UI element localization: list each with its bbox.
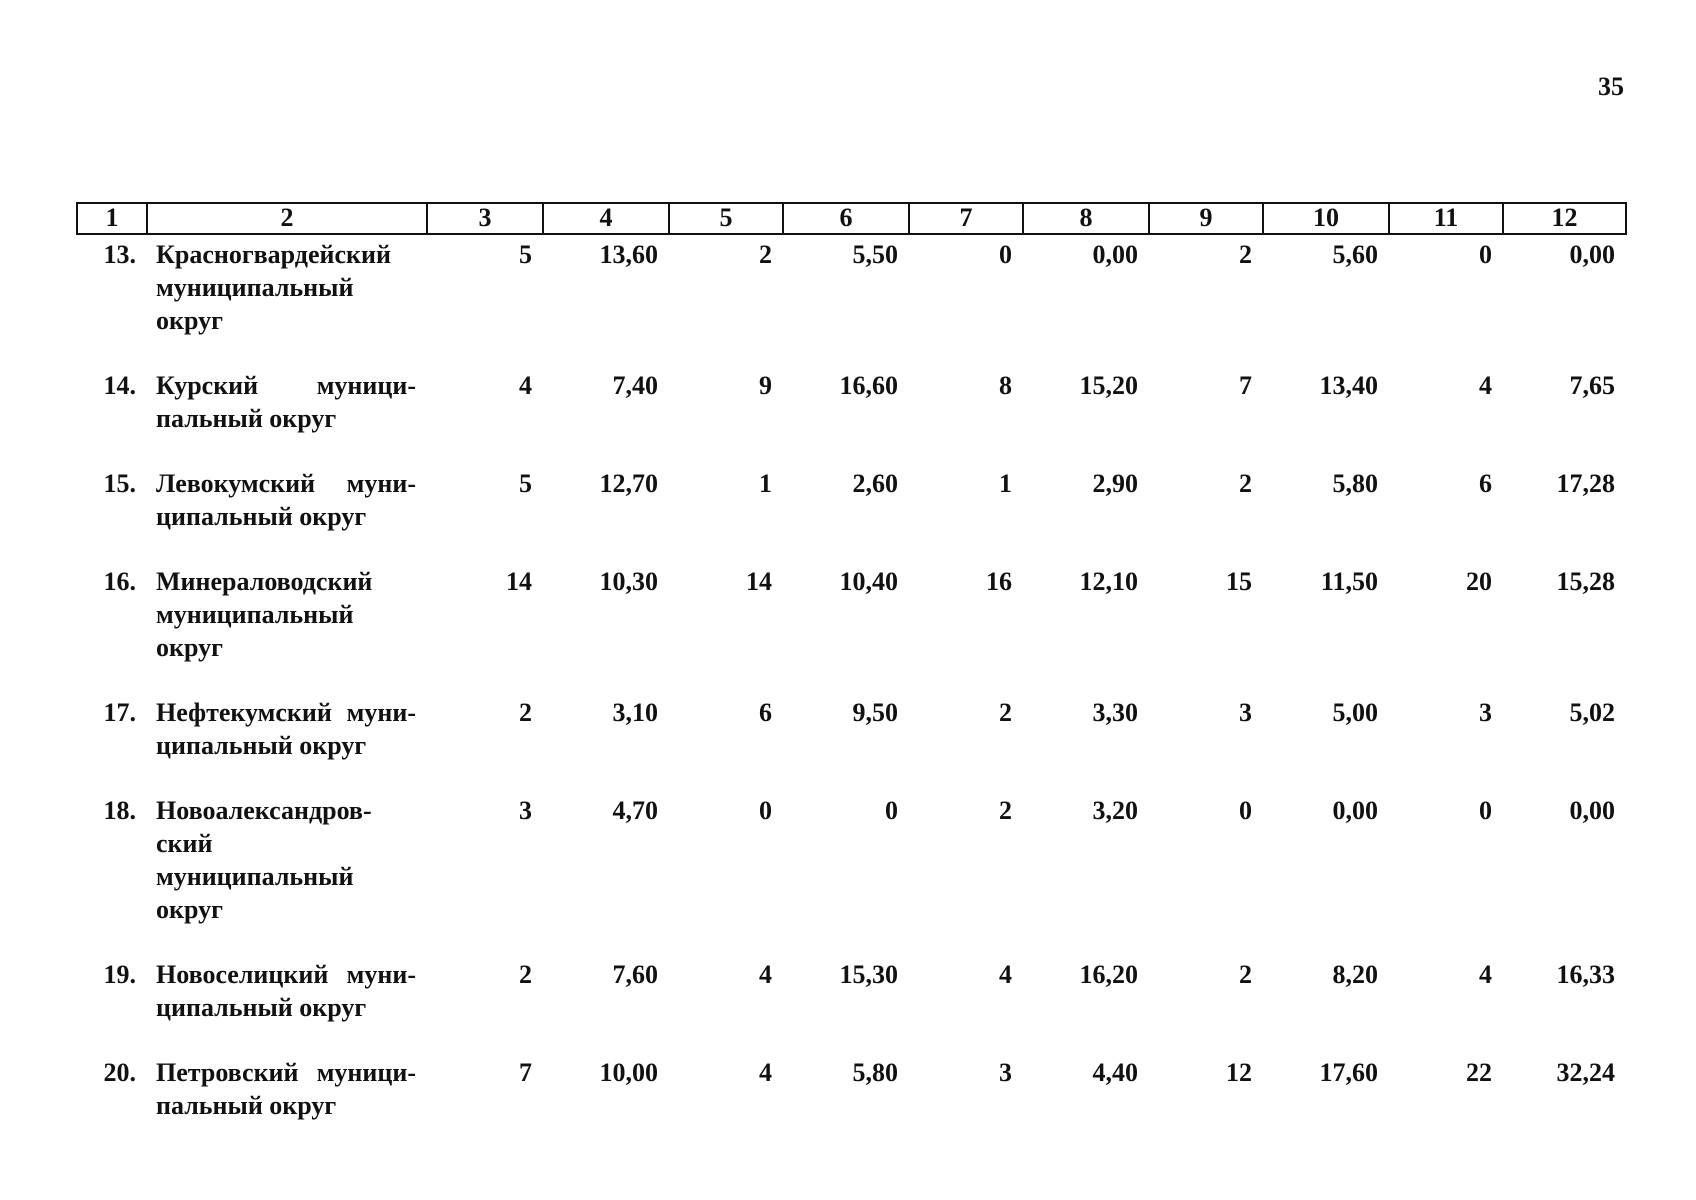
value-cell: 12 <box>1226 1058 1252 1087</box>
value-cell: 4,40 <box>1092 1058 1138 1087</box>
value-cell: 6 <box>759 698 772 727</box>
district-name <box>146 794 426 926</box>
value-cell: 15 <box>1226 567 1252 596</box>
header-cell: 3 <box>427 203 543 234</box>
header-cell: 7 <box>909 203 1023 234</box>
value-cell: 3 <box>1239 698 1252 727</box>
district-name <box>146 958 426 1024</box>
table-row <box>76 1056 1625 1122</box>
header-cell: 11 <box>1389 203 1503 234</box>
district-name-line: Курский муници- <box>156 371 416 400</box>
row-number: 19. <box>103 960 136 989</box>
value-cell: 3,10 <box>612 698 658 727</box>
header-cell: 1 <box>77 203 147 234</box>
district-name-line: Минераловодский <box>156 567 373 596</box>
row-number: 18. <box>103 796 136 825</box>
value-cell: 0,00 <box>1092 240 1138 269</box>
value-cell: 4 <box>759 960 772 989</box>
district-name-line: округ <box>156 633 223 662</box>
value-cell: 13,60 <box>599 240 658 269</box>
value-cell: 3,20 <box>1092 796 1138 825</box>
value-cell: 15,28 <box>1556 567 1615 596</box>
value-cell: 4 <box>519 371 532 400</box>
header-cell: 8 <box>1023 203 1149 234</box>
district-name-line: ципальный округ <box>156 993 367 1022</box>
value-cell: 2 <box>1239 240 1252 269</box>
district-name <box>146 565 426 664</box>
value-cell: 5,80 <box>852 1058 898 1087</box>
value-cell: 7,60 <box>612 960 658 989</box>
district-name <box>146 696 426 762</box>
district-name-line: округ <box>156 895 223 924</box>
value-cell: 4 <box>1479 960 1492 989</box>
value-cell: 2 <box>999 698 1012 727</box>
district-name-line: ципальный округ <box>156 731 367 760</box>
value-cell: 4 <box>1479 371 1492 400</box>
value-cell: 9 <box>759 371 772 400</box>
row-number: 17. <box>103 698 136 727</box>
value-cell: 9,50 <box>852 698 898 727</box>
header-cell: 6 <box>783 203 909 234</box>
value-cell: 10,00 <box>599 1058 658 1087</box>
value-cell: 13,40 <box>1319 371 1378 400</box>
value-cell: 20 <box>1466 567 1492 596</box>
value-cell: 10,30 <box>599 567 658 596</box>
value-cell: 8,20 <box>1332 960 1378 989</box>
district-name-line: пальный округ <box>156 404 337 433</box>
district-name-line: муниципальный <box>156 273 354 302</box>
header-cell: 4 <box>543 203 669 234</box>
data-table-body <box>76 238 1625 1154</box>
value-cell: 16,20 <box>1079 960 1138 989</box>
header-cell: 5 <box>669 203 783 234</box>
value-cell: 0 <box>1479 240 1492 269</box>
header-cell: 12 <box>1503 203 1626 234</box>
district-name-line: пальный округ <box>156 1091 337 1120</box>
value-cell: 2 <box>519 698 532 727</box>
value-cell: 5,80 <box>1332 469 1378 498</box>
header-cell: 9 <box>1149 203 1263 234</box>
value-cell: 5 <box>519 469 532 498</box>
value-cell: 16,60 <box>839 371 898 400</box>
header-cell: 10 <box>1263 203 1389 234</box>
value-cell: 0 <box>885 796 898 825</box>
page-number: 35 <box>1598 72 1624 101</box>
district-name-line: Новоселицкий муни- <box>156 960 416 989</box>
value-cell: 17,28 <box>1556 469 1615 498</box>
district-name-line: Нефтекумский муни- <box>156 698 416 727</box>
value-cell: 15,20 <box>1079 371 1138 400</box>
value-cell: 16 <box>986 567 1012 596</box>
value-cell: 0 <box>1479 796 1492 825</box>
table-row <box>76 369 1625 435</box>
table-row <box>76 794 1625 926</box>
value-cell: 1 <box>759 469 772 498</box>
value-cell: 5 <box>519 240 532 269</box>
value-cell: 5,00 <box>1332 698 1378 727</box>
table-row <box>76 565 1625 664</box>
value-cell: 2 <box>1239 469 1252 498</box>
value-cell: 4 <box>999 960 1012 989</box>
value-cell: 2,90 <box>1092 469 1138 498</box>
district-name-line: Петровский муници- <box>156 1058 416 1087</box>
value-cell: 5,60 <box>1332 240 1378 269</box>
value-cell: 12,70 <box>599 469 658 498</box>
value-cell: 14 <box>506 567 532 596</box>
value-cell: 3,30 <box>1092 698 1138 727</box>
value-cell: 12,10 <box>1079 567 1138 596</box>
value-cell: 32,24 <box>1556 1058 1615 1087</box>
value-cell: 0 <box>999 240 1012 269</box>
value-cell: 5,02 <box>1569 698 1615 727</box>
row-number: 13. <box>103 240 136 269</box>
table-row <box>76 467 1625 533</box>
row-number: 16. <box>103 567 136 596</box>
value-cell: 2,60 <box>852 469 898 498</box>
district-name <box>146 467 426 533</box>
row-number: 14. <box>103 371 136 400</box>
value-cell: 14 <box>746 567 772 596</box>
value-cell: 2 <box>759 240 772 269</box>
value-cell: 16,33 <box>1556 960 1615 989</box>
district-name <box>146 1056 426 1122</box>
value-cell: 2 <box>1239 960 1252 989</box>
value-cell: 2 <box>519 960 532 989</box>
value-cell: 7,65 <box>1569 371 1615 400</box>
district-name-line: ципальный округ <box>156 502 367 531</box>
value-cell: 5,50 <box>852 240 898 269</box>
value-cell: 3 <box>519 796 532 825</box>
header-row <box>77 203 1626 234</box>
table-row <box>76 238 1625 337</box>
district-name <box>146 369 426 435</box>
value-cell: 7 <box>519 1058 532 1087</box>
table-row <box>76 696 1625 762</box>
value-cell: 7 <box>1239 371 1252 400</box>
value-cell: 0,00 <box>1332 796 1378 825</box>
value-cell: 0 <box>1239 796 1252 825</box>
district-name-line: Новоалександров- <box>156 796 372 825</box>
district-name-line: Левокумский муни- <box>156 469 416 498</box>
value-cell: 11,50 <box>1320 567 1378 596</box>
column-number-header <box>76 202 1627 235</box>
value-cell: 7,40 <box>612 371 658 400</box>
header-cell: 2 <box>147 203 427 234</box>
district-name-line: муниципальный <box>156 600 354 629</box>
district-name <box>146 238 426 337</box>
value-cell: 15,30 <box>839 960 898 989</box>
value-cell: 8 <box>999 371 1012 400</box>
value-cell: 4,70 <box>612 796 658 825</box>
district-name-line: ский муниципальный <box>156 829 354 891</box>
value-cell: 3 <box>999 1058 1012 1087</box>
district-name-line: округ <box>156 306 223 335</box>
value-cell: 6 <box>1479 469 1492 498</box>
value-cell: 17,60 <box>1319 1058 1378 1087</box>
row-number: 15. <box>103 469 136 498</box>
value-cell: 10,40 <box>839 567 898 596</box>
value-cell: 0,00 <box>1569 796 1615 825</box>
value-cell: 4 <box>759 1058 772 1087</box>
value-cell: 2 <box>999 796 1012 825</box>
district-name-line: Красногвардейский <box>156 240 391 269</box>
row-number: 20. <box>103 1058 136 1087</box>
value-cell: 0,00 <box>1569 240 1615 269</box>
table-row <box>76 958 1625 1024</box>
value-cell: 1 <box>999 469 1012 498</box>
value-cell: 3 <box>1479 698 1492 727</box>
value-cell: 0 <box>759 796 772 825</box>
value-cell: 22 <box>1466 1058 1492 1087</box>
